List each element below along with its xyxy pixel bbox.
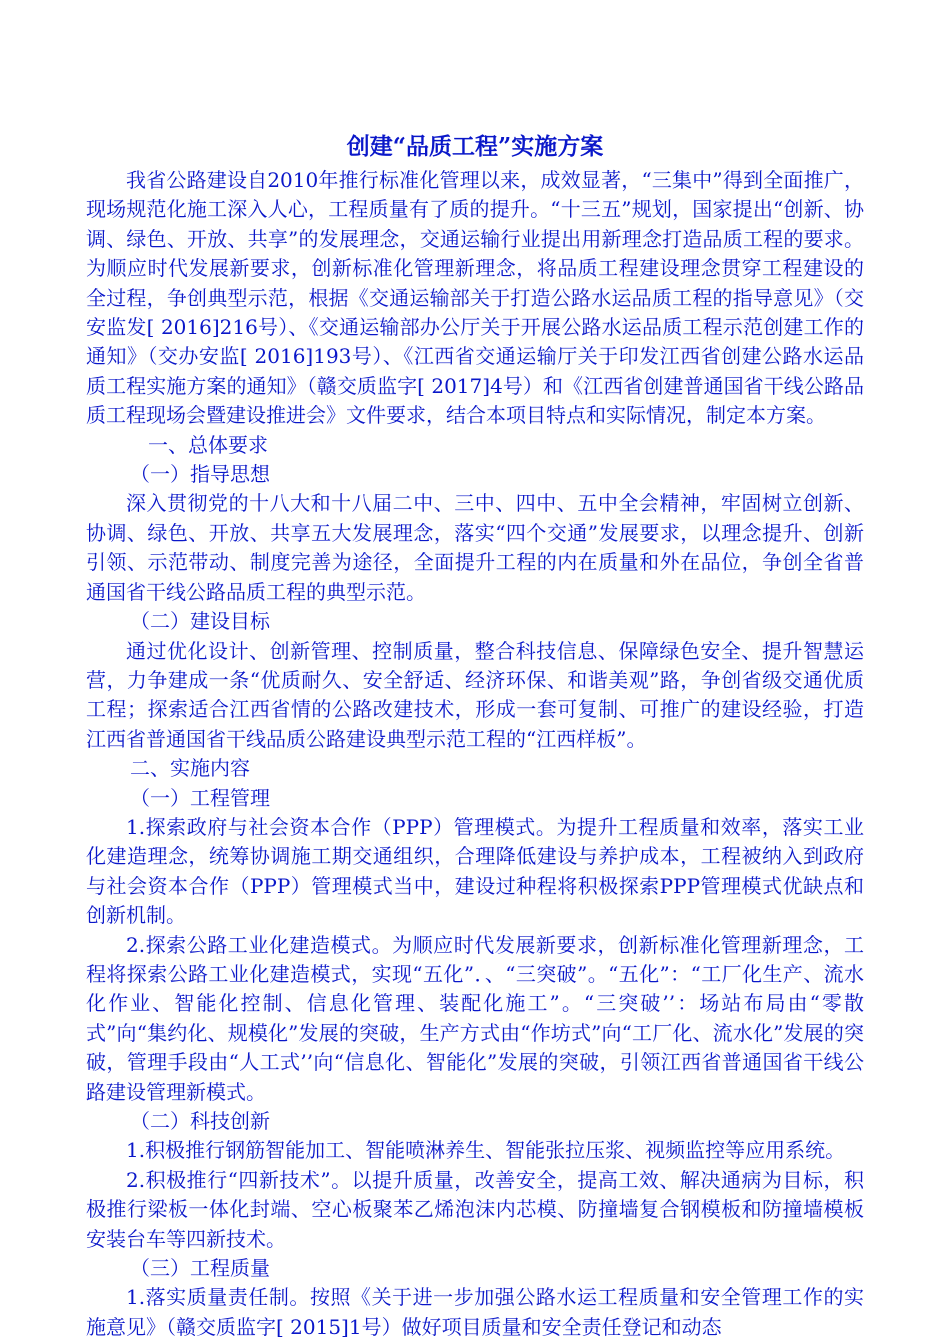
- document-title: 创建“品质工程”实施方案: [346, 133, 604, 160]
- project-management-item-1: 1.探索政府与社会资本合作（PPP）管理模式。为提升工程质量和效率，落实工业化建造理念，统筹协调施工期交通组织，合理降低建设与养护成本，工程被纳入到政府与社会资本合作（PPP）管理模式当中，建设过种程将积极探索PPP管理模式优缺点和创新机制。: [86, 814, 864, 928]
- intro-paragraph: 我省公路建设自2010年推行标准化管理以来，成效显著，“三集中”得到全面推广，现场规范化施工深入人心，工程质量有了质的提升。“十三五”规划，国家提出“创新、协调、绿色、开放、共享”的发展理念，交通运输行业提出用新理念打造品质工程的要求。为顺应时代发展新要求，创新标准化管理新理念，将品质工程建设理念贯穿工程建设的全过程，争创典型示范，根据《交通运输部关于打造公路水运品质工程的指导意见》（交安监发[ 2016]216号）、《交通运输部办公厅关于开展公路水运品质工程示范创建工作的通知》（交办安监[ 2016]193号）、《江西省交通运输厅关于印发江西省创建公路水运品质工程实施方案的通知》（赣交质监字[ 2017]4号）和《江西省创建普通国省干线公路品质工程现场会暨建设推进会》文件要求，结合本项目特点和实际情况，制定本方案。: [86, 168, 864, 428]
- document-body: [86, 130, 864, 1342]
- tech-innovation-item-1: 1.积极推行钢筋智能加工、智能喷淋养生、智能张拉压浆、视频监控等应用系统。: [126, 1138, 846, 1163]
- section-heading-implementation: 二、实施内容: [130, 756, 250, 781]
- subsection-heading-tech-innovation: （二）科技创新: [130, 1109, 270, 1133]
- section-heading-general-requirements: 一、总体要求: [148, 432, 268, 457]
- subsection-heading-construction-goals: （二）建设目标: [130, 609, 270, 634]
- project-quality-item-1: 1.落实质量责任制。按照《关于进一步加强公路水运工程质量和安全管理工作的实施意见》（赣交质监字[ 2015]1号）做好项目质量和安全责任登记和动态: [86, 1285, 864, 1339]
- subsection-heading-guiding-ideology: （一）指导思想: [130, 462, 270, 487]
- construction-goals-paragraph: 通过优化设计、创新管理、控制质量，整合科技信息、保障绿色安全、提升智慧运营，力争建成一条“优质耐久、安全舒适、经济环保、和谐美观”路，争创省级交通优质工程；探索适合江西省情的公路改建技术，形成一套可复制、可推广的建设经验，打造江西省普通国省干线品质公路建设典型示范工程的“江西样板”。: [86, 638, 864, 751]
- subsection-heading-project-quality: （三）工程质量: [130, 1256, 270, 1281]
- subsection-heading-project-management: （一）工程管理: [130, 785, 270, 810]
- project-management-item-2: 2.探索公路工业化建造模式。为顺应时代发展新要求，创新标准化管理新理念，工程将探索公路工业化建造模式，实现“五化”．、“三突破”。“五化”：“工厂化生产、流水化作业、智能化控制、信息化管理、装配化施工”。“三突破’’：场站布局由“零散式”向“集约化、规模化”发展的突破，生产方式由“作坊式”向“工厂化、流水化”发展的突破，管理手段由“人工式’’向“信息化、智能化”发展的突破，引领江西省普通国省干线公路建设管理新模式。: [86, 932, 864, 1104]
- guiding-ideology-paragraph: 深入贯彻党的十八大和十八届二中、三中、四中、五中全会精神，牢固树立创新、协调、绿色、开放、共享五大发展理念，落实“四个交通”发展要求，以理念提升、创新引领、示范带动、制度完善为途径，全面提升工程的内在质量和外在品位，争创全省普通国省干线公路品质工程的典型示范。: [86, 491, 864, 604]
- tech-innovation-item-2: 2.积极推行“四新技术”。以提升质量，改善安全，提高工效、解决通病为目标，积极推行梁板一体化封端、空心板聚苯乙烯泡沫内芯模、防撞墙复合钢模板和防撞墙模板安装台车等四新技术。: [86, 1167, 864, 1251]
